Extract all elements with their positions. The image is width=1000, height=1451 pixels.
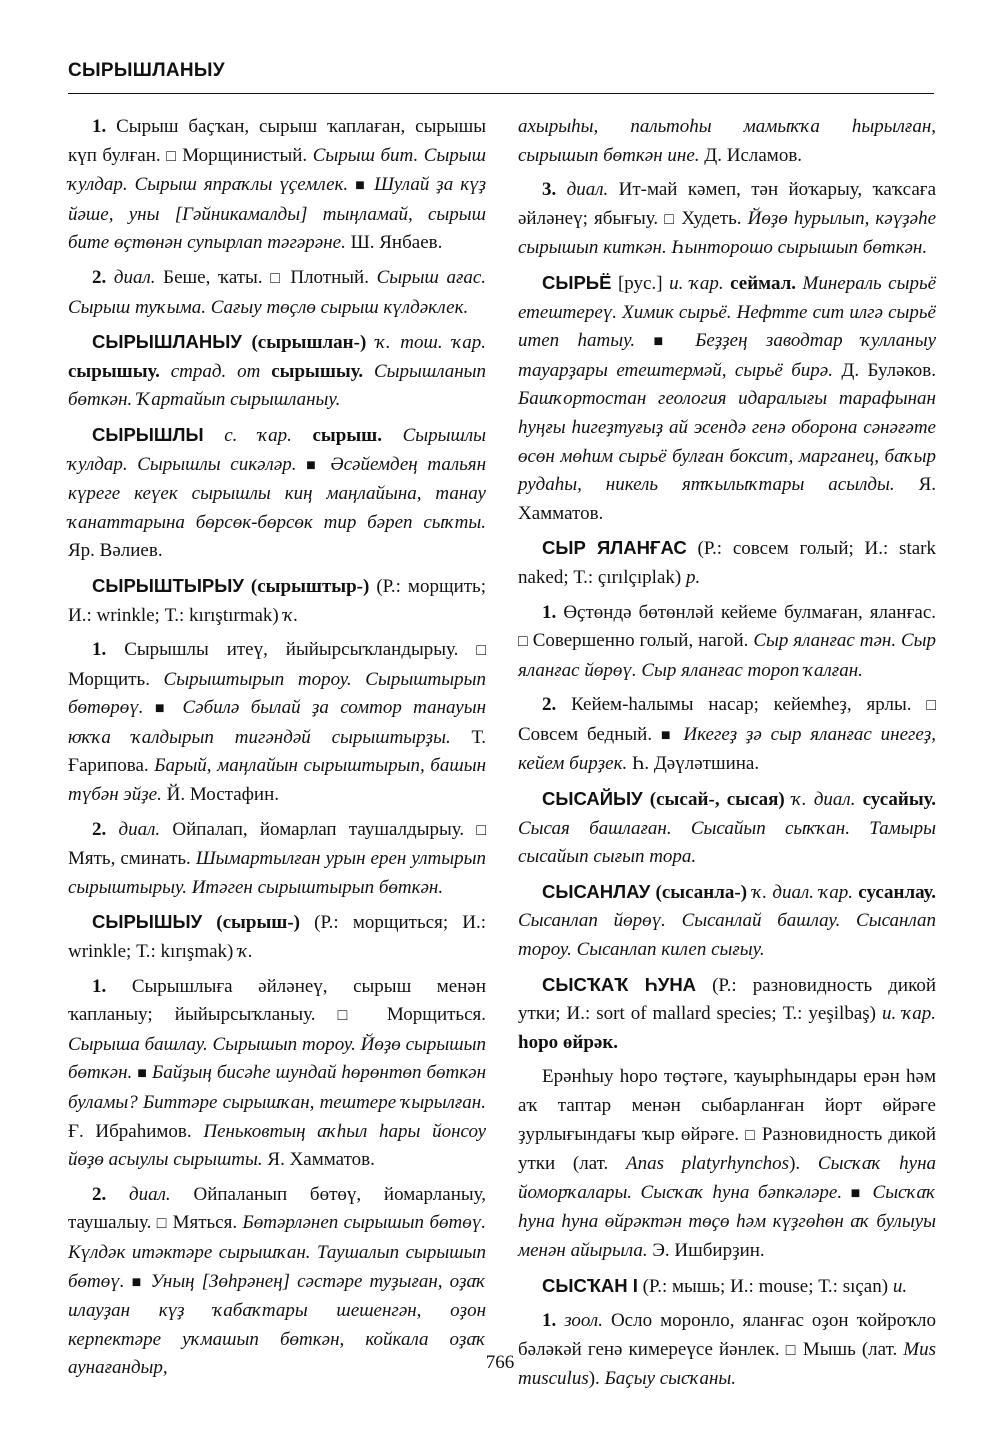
grammar-label: страд. от	[170, 360, 261, 382]
definition: Кейем-һалымы насар; кейемһеҙ, ярлы.	[571, 694, 912, 716]
black-square-icon: ■	[660, 726, 675, 744]
white-square-icon: □	[476, 642, 486, 660]
citation: Беҙҙең заводтар ҡулланыу тауарҙары етештермәй, сырьё бирә.	[518, 330, 937, 381]
sense-number: 2.	[92, 1183, 107, 1205]
entry-paragraph	[518, 691, 936, 779]
cross-reference: һоро өйрәк.	[518, 1031, 619, 1053]
etymology: (Р.: морщиться; И.: wrinkle; Т.: kırışmak)	[68, 912, 486, 963]
sense-number: 1.	[542, 1310, 557, 1332]
dictionary-entry	[518, 785, 936, 872]
citation-author: Д. Буләков.	[841, 359, 937, 381]
black-square-icon: ■	[850, 1184, 865, 1202]
entry-paragraph	[68, 636, 486, 810]
cross-reference: сырыш.	[312, 424, 382, 446]
white-square-icon: □	[785, 1341, 797, 1359]
example: Сырышланып бөткән. Ҡартайып сырышланыу.	[68, 360, 486, 411]
example: Шымартылған урын ерен ултырып сырыштырыу. Итәген сырыштырып бөткән.	[68, 848, 487, 898]
example: Бөтәрләнеп сырышып бөтөү. Күлдәк итәктәре сырышҡан. Таушалып сырышып бөтөү.	[68, 1212, 487, 1292]
citation-author: Һ. Дәүләтшина.	[631, 753, 760, 775]
sense-number: 2.	[542, 694, 557, 716]
russian-translation: Плотный.	[290, 266, 369, 288]
citation: Пеньковтың аҡһыл һары йонсоу йөҙө асыулы сырышты.	[68, 1120, 487, 1171]
russian-translation: Морщинистый.	[182, 144, 308, 166]
definition: Ойпаланып бөтөү, йомарланыу, таушалыу.	[68, 1183, 486, 1234]
grammar-label: и. ҡар.	[881, 1003, 936, 1025]
usage-label: диал.	[129, 1183, 171, 1205]
stem-form: (сырыш-)	[216, 912, 300, 934]
entry-paragraph	[68, 264, 486, 322]
example: Сырыштырып тороу. Сырыштырып бөтөрөү.	[68, 668, 486, 719]
dictionary-entry	[518, 534, 936, 592]
black-square-icon: ■	[653, 333, 677, 351]
russian-translation: Морщиться.	[386, 1004, 487, 1026]
russian-translation: Совсем бедный.	[518, 723, 653, 745]
black-square-icon: ■	[355, 177, 368, 195]
entry-paragraph	[68, 973, 486, 1175]
etymology: (Р.: морщить; И.: wrinkle; Т.: kırıştırmak)	[68, 575, 486, 626]
headword: СЫР ЯЛАНҒАС	[542, 537, 687, 559]
definition: Ойпалап, йомарлап таушалдырыу.	[172, 818, 465, 840]
russian-translation: Совершенно голый, нагой.	[532, 630, 749, 652]
etymology: (Р.: совсем голый; И.: stark naked; Т.: çırılçıplak)	[518, 538, 936, 588]
citation-author: Ғ. Ибраһимов.	[68, 1120, 192, 1142]
grammar-label: ҡ. диал.	[791, 789, 856, 811]
headword: СЫРЫШЫУ	[92, 911, 203, 933]
stem-form: (сысанла-)	[655, 881, 748, 903]
citation: Шулай ҙа күҙ йәше, уны [Гәйникамалды] тыңламай, сырыш бите өҫтөнән супырлап тәгәрәне.	[68, 174, 487, 254]
entry-paragraph	[68, 113, 486, 258]
grammar-label: и. ҡар.	[669, 272, 724, 294]
citation-author: Д. Исламов.	[704, 144, 803, 166]
dictionary-entry	[68, 572, 486, 630]
sense-number: 1.	[92, 975, 107, 997]
cross-reference: сеймал.	[730, 272, 797, 294]
citation-author: Я. Хамматов.	[518, 474, 936, 524]
example: Минераль сырьё етештереү. Химик сырьё. Нефтте сит илгә сырьё итеп һатыу.	[518, 272, 937, 352]
dictionary-entry	[518, 878, 936, 965]
headword: СЫСҠАҠ ҺУНА	[542, 973, 697, 995]
definition: Сырышлы итеү, йыйырсыҡландырыу.	[124, 639, 459, 661]
definition: Ерәнһыу һоро төҫтәге, ҡауырһындары ерән һәм аҡ таптар менән сыбарланған йорт өйрәге ҙурлығындағы ҡыр өйрәге.	[518, 1066, 936, 1145]
citation: Икегеҙ ҙә сыр яланғас инегеҙ, кейем бирҙек.	[518, 723, 937, 775]
definition: Сырыш баҫҡан, сырыш ҡаплаған, сырышы күп булған.	[68, 116, 486, 166]
citation: Барый, маңлайын сырыштырып, башын түбән эйҙе.	[68, 755, 486, 806]
example: Сысҡаҡ һуна йоморҡалары. Сысҡаҡ һуна бәпкәләре.	[518, 1153, 937, 1203]
page-number: 766	[485, 1352, 515, 1373]
latin-name: Mus musculus	[518, 1338, 937, 1390]
russian-translation: Мять, сминать.	[68, 848, 191, 870]
grammar-label: ҡ. диал. ҡар.	[752, 881, 854, 903]
cross-reference: сырышыу.	[271, 360, 364, 382]
citation-author: Э. Ишбирҙин.	[652, 1239, 765, 1261]
definition: Сырышлыға әйләнеү, сырыш менән ҡапланыу; йыйырсыҡланыу.	[68, 975, 486, 1026]
headword: СЫРЫШЛЫ	[92, 423, 204, 445]
etymology: (Р.: разновидность дикой утки; И.: sort of mallard species; Т.: yeşilbaş)	[518, 974, 936, 1025]
dictionary-entry	[68, 328, 486, 415]
citation-author: Ш. Янбаев.	[350, 232, 443, 254]
example: ахырыһы, пальтоһы мамыҡҡа һырылған, сырышып бөткән ине.	[518, 116, 936, 166]
entry-paragraph	[518, 176, 936, 263]
sense-number: 2.	[92, 818, 107, 840]
definition: Өҫтөндә бөтөнләй кейеме булмаған, яланғас.	[563, 601, 936, 623]
white-square-icon: □	[270, 269, 283, 287]
citation-author: Я. Хамматов.	[267, 1149, 375, 1171]
russian-translation: Морщить.	[68, 668, 150, 690]
sense-number: 2.	[92, 266, 107, 288]
white-square-icon: □	[337, 1007, 365, 1025]
black-square-icon: ■	[137, 1065, 148, 1083]
etymology: (Р.: мышь; И.: mouse; Т.: sıçan)	[642, 1275, 889, 1297]
grammar-label: р.	[685, 566, 701, 588]
example: Баҫыу сысҡаны.	[604, 1368, 737, 1390]
black-square-icon: ■	[154, 700, 172, 718]
sense-number: 1.	[92, 116, 107, 137]
citation: Сысҡаҡ һуна һуна өйрәктән төҫө һәм күҙгөһөн аҡ булыуы менән айырыла.	[518, 1181, 937, 1261]
sense-number: 1.	[92, 639, 107, 661]
russian-translation: Мяться.	[172, 1212, 238, 1234]
header-rule	[68, 93, 934, 94]
headword: СЫСҠАН I	[542, 1274, 638, 1296]
entry-paragraph	[518, 1307, 936, 1394]
grammar-label: с. ҡар.	[224, 424, 292, 446]
russian-translation: Мышь (лат.	[802, 1338, 898, 1360]
dictionary-entry	[518, 971, 936, 1058]
white-square-icon: □	[518, 633, 528, 651]
example: Сырыш ағас. Сырыш туҡыма. Сағыу төҫлө сырыш күлдәклек.	[68, 266, 487, 318]
white-square-icon: □	[664, 210, 676, 228]
usage-label: диал.	[118, 818, 161, 840]
black-square-icon: ■	[131, 1273, 144, 1291]
usage-label: диал.	[566, 179, 609, 201]
stem-form: (сысай-, сысая)	[649, 789, 785, 811]
citation-author: Яр. Вәлиев.	[68, 540, 163, 562]
russian-translation-end: ).	[588, 1368, 600, 1390]
citation: Әсәйемдең тальян күреге кеүек сырышлы киң маңлайына, танау ҡанаттарына бөрсөк-бөрсөк тир бәреп сыҡты.	[68, 453, 487, 533]
example: Сысанлап йөрөү. Сысанлай башлау. Сысанлап тороу. Сысанлап килеп сығыу.	[518, 910, 936, 961]
citation: Байҙың бисәһе шундай һөрөнтөп бөткән буламы? Биттәре сырышҡан, тештере ҡырылған.	[68, 1062, 486, 1113]
headword: СЫРЬЁ	[542, 271, 612, 293]
cross-reference: сусайыу.	[862, 789, 937, 811]
entry-paragraph	[518, 1063, 936, 1265]
white-square-icon: □	[156, 1215, 168, 1233]
white-square-icon: □	[166, 147, 177, 165]
definition: Ит-май кәмеп, тән йоҡарыу, ҡаҡсаға әйләнеү; ябығыу.	[518, 179, 936, 229]
example: Сырыш бит. Сырыш ҡулдар. Сырыш япраҡлы үҫемлек.	[68, 144, 487, 196]
citation-author: Т. Ғарипова.	[68, 726, 486, 777]
headword: СЫСАЙЫУ	[542, 788, 643, 810]
stem-form: (сырыштыр-)	[250, 575, 370, 597]
definition: Осло моронло, яланғас оҙон ҡойроҡло бәләкәй генә кимереүсе йәнлек.	[518, 1310, 937, 1360]
sense-number: 3.	[542, 179, 557, 201]
usage-label: диал.	[113, 266, 156, 288]
entry-paragraph	[68, 816, 486, 903]
cross-reference: сусанлау.	[858, 881, 937, 903]
entry-paragraph	[518, 599, 936, 686]
citation: Сәбилә былай ҙа сомтор танауын юҡҡа ҡалдырып тигәндәй сырыштырҙы.	[68, 697, 487, 748]
citation-author: Й. Мостафин.	[166, 784, 280, 806]
sense-number: 1.	[542, 601, 557, 623]
usage-label: зоол.	[564, 1310, 603, 1332]
example: Йөҙө һурылып, кәүҙәһе сырышып киткән. Һынторошо сырышып бөткән.	[518, 207, 937, 259]
etymology: [рус.]	[617, 272, 663, 294]
example: Сыр яланғас тән. Сыр яланғас йөрөү. Сыр яланғас тороп ҡалған.	[518, 630, 937, 681]
definition: Беше, ҡаты.	[163, 266, 263, 288]
dictionary-entry	[518, 1272, 936, 1302]
cross-reference: сырышыу.	[68, 360, 160, 382]
russian-translation: Разновидность дикой утки (лат.	[518, 1123, 937, 1175]
citation: Уның [Зөһрәнең] сәстәре туҙыған, оҙаҡ илауҙан күҙ ҡабаҡтары шешенгән, оҙон керпектәре уҡмашып бөткән, койкала оҙаҡ аунағандыр,	[68, 1270, 487, 1379]
grammar-label: ҡ.	[238, 941, 253, 963]
latin-name: Anas platyrhynchos	[626, 1153, 790, 1175]
white-square-icon: □	[745, 1126, 756, 1144]
white-square-icon: □	[926, 697, 936, 715]
example: Сырыша башлау. Сырышып тороу. Йөҙө сырышып бөткән.	[68, 1033, 486, 1084]
dictionary-entry	[518, 269, 936, 528]
right-column	[518, 113, 936, 1400]
black-square-icon: ■	[306, 456, 321, 474]
dictionary-entry	[68, 908, 486, 966]
dictionary-entry	[68, 421, 486, 566]
example: Сысая башлаған. Сысайып сыҡҡан. Тамыры сысайып сығып тора.	[518, 817, 936, 868]
entry-paragraph	[518, 113, 936, 170]
stem-form: (сырышлан-)	[251, 332, 367, 354]
left-column	[68, 113, 486, 1389]
grammar-label: ҡ. тош. ҡар.	[375, 332, 487, 354]
grammar-label: ҡ.	[283, 604, 299, 626]
russian-translation-end: ).	[789, 1153, 801, 1175]
white-square-icon: □	[476, 821, 487, 839]
running-header: СЫРЫШЛАНЫУ	[68, 60, 225, 81]
example: Сырышлы ҡулдар. Сырышлы сикәләр.	[68, 424, 486, 475]
headword: СЫСАНЛАУ	[542, 880, 651, 902]
headword: СЫРЫШТЫРЫУ	[92, 574, 244, 596]
grammar-label: и.	[892, 1275, 908, 1297]
russian-translation: Худеть.	[681, 207, 742, 229]
headword: СЫРЫШЛАНЫУ	[92, 331, 242, 353]
citation: Башҡортостан геология идаралығы тарафынан һуңғы һигеҙтуғыҙ ай эсендә генә оборона сәнәғәте өсөн мөһим сырьё булған боксит, марганец, баҡыр рудаһы, никель ятҡылыҡтары асылды.	[518, 388, 936, 496]
